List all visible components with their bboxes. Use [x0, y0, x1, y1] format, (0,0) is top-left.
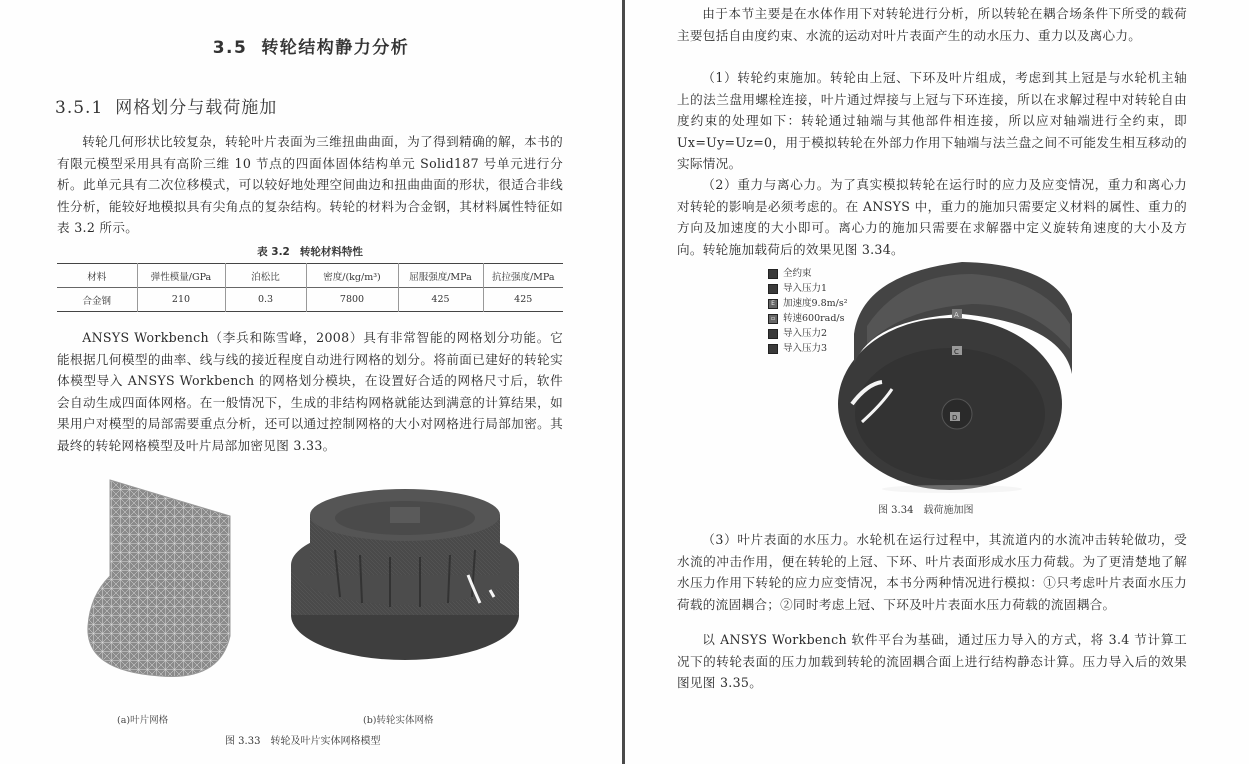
legend-swatch-icon: E: [768, 299, 778, 309]
table-header-cell: 密度/(kg/m³): [306, 264, 398, 288]
section-title-text: 转轮结构静力分析: [261, 38, 410, 58]
table-cell: 合金钢: [82, 295, 111, 307]
material-properties-table: [57, 263, 563, 312]
table-header-row: [57, 264, 563, 288]
section-number: 3.5: [212, 38, 248, 58]
svg-text:C: C: [954, 348, 959, 356]
blade-mesh-image: [80, 476, 240, 706]
legend-item-rotational-velocity: ▫ 转速600rad/s: [768, 311, 848, 326]
legend-swatch-icon: ▫: [768, 314, 778, 324]
paragraph-gravity-centrifugal: （2）重力与离心力。为了真实模拟转轮在运行时的应力及应变情况，重力和离心力对转轮的影响是必须考虑的。在 ANSYS 中，重力的施加只需要定义材料的属性、重力的方向及加速度的大小即可。离心力的施加只需要在求解器中定义旋转角速度的大小及方向。转轮施加载荷后的效果见图 3.34。: [677, 177, 1187, 257]
table-cell: 210: [137, 288, 225, 312]
figure-number: 图 3.33: [225, 736, 261, 747]
table-cell: 425: [398, 288, 483, 312]
figure-sublabel-a: (a)叶片网格: [117, 715, 169, 726]
legend-item-imported-pressure-1: 导入压力1: [768, 281, 848, 296]
paragraph-constraint: （1）转轮约束施加。转轮由上冠、下环及叶片组成，考虑到其上冠是与水轮机主轴上的法兰盘用螺栓连接，叶片通过焊接与上冠与下环连接，所以在求解过程中对转轮自由度约束的处理如下：转轮通过轴端与其他部件相连接，所以应对轴端进行全约束，即 Ux=Uy=Uz=0，用于模拟转轮在外部力作用下轴端与法兰盘之间不可能发生相互移动的实际情况。: [677, 70, 1187, 171]
figure-number: 图 3.34: [878, 505, 914, 516]
paragraph-mesh-element: 转轮几何形状比较复杂，转轮叶片表面为三维扭曲曲面，为了得到精确的解，本书的有限元模型采用具有高阶三维 10 节点的四面体固体结构单元 Solid187 号单元进行分析。此单元具有二次位移模式，可以较好地处理空间曲边和扭曲曲面的形状，很适合非线性分析，能较好地模拟具有尖角点的复杂结构。转轮的材料为合金钢，其材料属性特征如表 3.2 所示。: [57, 134, 563, 235]
load-legend: [768, 266, 848, 356]
runner-mesh-image: [280, 485, 530, 665]
legend-swatch-icon: [768, 344, 778, 354]
subsection-title-text: 网格划分与载荷施加: [115, 98, 278, 118]
table-header-cell: 泊松比: [225, 264, 306, 288]
figure-caption-3-34: [878, 501, 973, 516]
paragraph-ansys-meshing: ANSYS Workbench（李兵和陈雪峰，2008）具有非常智能的网格划分功能。它能根据几何模型的曲率、线与线的接近程度自动进行网格的划分。将前面已建好的转轮实体模型导入 ANSYS Workbench 的网格划分模块，在设置好合适的网格尺寸后，软件会自动生成四面体网格。在一般情况下，生成的非结构网格就能达到满意的计算结果，如果用户对模型的局部需要重点分析，还可以通过控制网格的大小对网格进行局部加密。其最终的转轮网格模型及叶片局部加密见图 3.33。: [57, 330, 563, 453]
section-title: [0, 33, 622, 58]
legend-item-imported-pressure-3: 导入压力3: [768, 341, 848, 356]
table-caption: [57, 244, 563, 259]
figure-caption-3-33: [225, 732, 380, 747]
paragraph-pressure-import: 以 ANSYS Workbench 软件平台为基础，通过压力导入的方式，将 3.4 节计算工况下的转轮表面的压力加载到转轮的流固耦合面上进行结构静态计算。压力导入后的效果图见图 3.35。: [677, 632, 1187, 690]
figure-sublabel-b: (b)转轮实体网格: [363, 715, 434, 726]
table-header-cell: 材料: [87, 271, 107, 283]
legend-swatch-icon: [768, 329, 778, 339]
table-number: 表 3.2: [257, 246, 290, 258]
legend-item-fixed-support: 全约束: [768, 266, 848, 281]
svg-text:D: D: [952, 414, 958, 422]
subsection-title: [55, 93, 277, 118]
table-title: 转轮材料特性: [299, 246, 363, 258]
table-cell: 7800: [306, 288, 398, 312]
paragraph-water-pressure: （3）叶片表面的水压力。水轮机在运行过程中，其流道内的水流冲击转轮做功，受水流的冲击作用，便在转轮的上冠、下环、叶片表面形成水压力荷载。为了更清楚地了解水压力作用下转轮的应力应变情况，本书分两种情况进行模拟：①只考虑叶片表面水压力荷载的流固耦合；②同时考虑上冠、下环及叶片表面水压力荷载的流固耦合。: [677, 532, 1187, 612]
figure-caption-text: 转轮及叶片实体网格模型: [270, 736, 381, 747]
load-application-image: [832, 254, 1072, 494]
table-header-cell: 抗拉强度/MPa: [483, 264, 563, 288]
table-header-cell: 弹性模量/GPa: [137, 264, 225, 288]
legend-item-acceleration: E 加速度9.8m/s²: [768, 296, 848, 311]
subsection-number: 3.5.1: [55, 98, 104, 118]
legend-swatch-icon: [768, 284, 778, 294]
paragraph-loads-intro: 由于本节主要是在水体作用下对转轮进行分析，所以转轮在耦合场条件下所受的载荷主要包括自由度约束、水流的运动对叶片表面产生的动水压力、重力以及离心力。: [677, 6, 1187, 43]
table-cell: 425: [483, 288, 563, 312]
legend-item-imported-pressure-2: 导入压力2: [768, 326, 848, 341]
table-header-cell: 屈服强度/MPa: [398, 264, 483, 288]
svg-text:A: A: [954, 311, 959, 319]
table-cell: 0.3: [225, 288, 306, 312]
legend-swatch-icon: [768, 269, 778, 279]
figure-caption-text: 载荷施加图: [923, 505, 974, 516]
table-row: [57, 288, 563, 312]
